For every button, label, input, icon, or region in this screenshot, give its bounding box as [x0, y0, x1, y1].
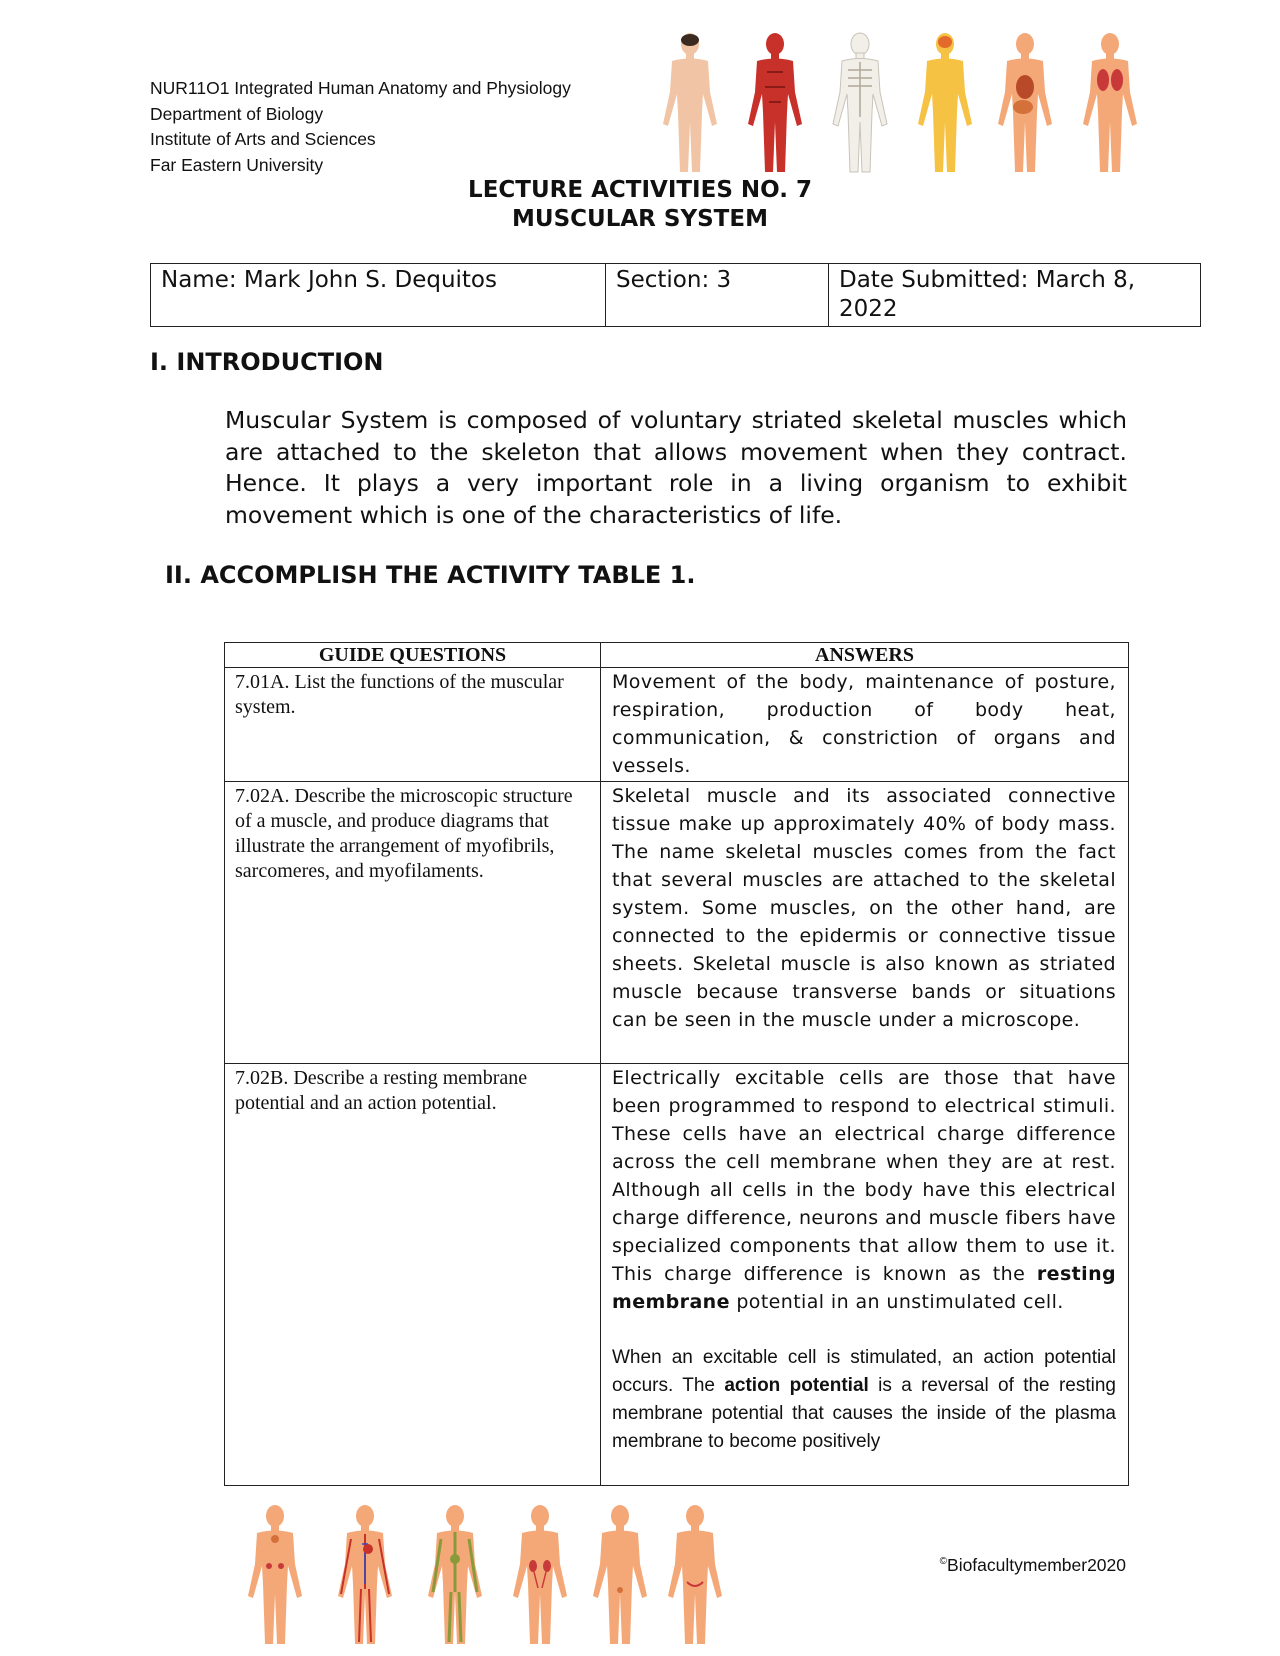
institute: Institute of Arts and Sciences — [150, 129, 376, 149]
document-header — [150, 76, 571, 178]
answer-paragraph-2 — [612, 1344, 1116, 1456]
question-cell: 7.02B. Describe a resting membrane potential and an action potential. — [225, 1064, 601, 1486]
introduction-heading: I. INTRODUCTION — [150, 348, 384, 376]
digestive-figure — [998, 33, 1052, 172]
course-title: NUR11O1 Integrated Human Anatomy and Physiology — [150, 78, 571, 98]
answer-paragraph-1 — [612, 1064, 1116, 1316]
activity-table — [224, 642, 1129, 1486]
answer-text: Movement of the body, maintenance of posture, respiration, production of body heat, communication, & constriction of organs and vessels. — [612, 671, 1116, 777]
activity-heading: II. ACCOMPLISH THE ACTIVITY TABLE 1. — [165, 561, 696, 589]
date-line-2: 2022 — [839, 296, 898, 322]
cardiovascular-figure — [338, 1505, 392, 1644]
student-info-table — [150, 263, 1201, 327]
table-header-row — [225, 643, 1129, 668]
table-row — [225, 668, 1129, 782]
urinary-figure — [513, 1505, 567, 1644]
date-line-1: Date Submitted: March 8, — [839, 267, 1136, 293]
page-title — [0, 176, 1280, 234]
student-section: Section: 3 — [606, 264, 829, 327]
col-guide-questions: GUIDE QUESTIONS — [225, 643, 601, 668]
answer-text: Electrically excitable cells are those that have been programmed to respond to electrical stimuli. These cells have an electrical charge difference across the cell membrane when they are at rest. Although all cells in the body have this electrical charge difference, neurons and muscle fibers have specialized components that allow them to use it. This charge difference is known as the — [612, 1067, 1116, 1285]
title-line-1: LECTURE ACTIVITIES NO. 7 — [468, 177, 812, 203]
bottom-anatomy-figures — [225, 1500, 785, 1650]
answer-text: When an excitable cell is stimulated, an action potential occurs. The — [612, 1347, 1116, 1396]
answer-cell — [601, 668, 1129, 782]
answer-text: is a reversal of the resting membrane potential that causes the inside of the plasma membrane to become positively — [612, 1375, 1116, 1452]
reproductive-male-figure — [593, 1505, 647, 1644]
lymphatic-figure — [428, 1505, 482, 1644]
bold-term-resting: resting membrane — [612, 1263, 1116, 1313]
title-line-2: MUSCULAR SYSTEM — [512, 206, 768, 232]
reproductive-female-figure — [668, 1505, 722, 1644]
answer-cell — [601, 782, 1129, 1064]
question-cell: 7.02A. Describe the microscopic structure of a muscle, and produce diagrams that illustrate the arrangement of myofibrils, sarcomeres, and myofilaments. — [225, 782, 601, 1064]
copyright-symbol: © — [939, 1556, 948, 1568]
copyright-footer — [940, 1555, 1126, 1576]
introduction-paragraph: Muscular System is composed of voluntary striated skeletal muscles which are attached to the skeleton that allows movement when they contract. Hence. It plays a very important role in a living organism to exhibit movement which is one of the characteristics of life. — [225, 406, 1127, 529]
col-answers: ANSWERS — [601, 643, 1129, 668]
student-name: Name: Mark John S. Dequitos — [151, 264, 606, 327]
department: Department of Biology — [150, 103, 324, 124]
respiratory-figure — [1083, 33, 1137, 172]
bold-term-action: action potential — [724, 1375, 869, 1396]
skin-figure — [663, 33, 717, 172]
copyright-text: Biofacultymember2020 — [947, 1555, 1126, 1575]
nervous-figure — [918, 33, 972, 172]
table-row — [225, 1064, 1129, 1486]
endocrine-figure — [248, 1505, 302, 1644]
date-submitted — [829, 264, 1201, 327]
muscle-figure — [748, 33, 802, 172]
answer-cell — [601, 1064, 1129, 1486]
university: Far Eastern University — [150, 154, 324, 175]
table-row — [225, 782, 1129, 1064]
answer-text: Skeletal muscle and its associated connective tissue make up approximately 40% of body mass. The name skeletal muscles comes from the fact that several muscles are attached to the skeletal system. Some muscles, on the other hand, are connected to the epidermis or connective tissue sheets. Skeletal muscle is also known as striated muscle because transverse bands or situations can be seen in the muscle under a microscope. — [612, 785, 1116, 1031]
top-anatomy-figures — [650, 28, 1190, 178]
skeleton-figure — [833, 33, 887, 172]
answer-text: potential in an unstimulated cell. — [729, 1291, 1064, 1313]
question-cell: 7.01A. List the functions of the muscular system. — [225, 668, 601, 782]
